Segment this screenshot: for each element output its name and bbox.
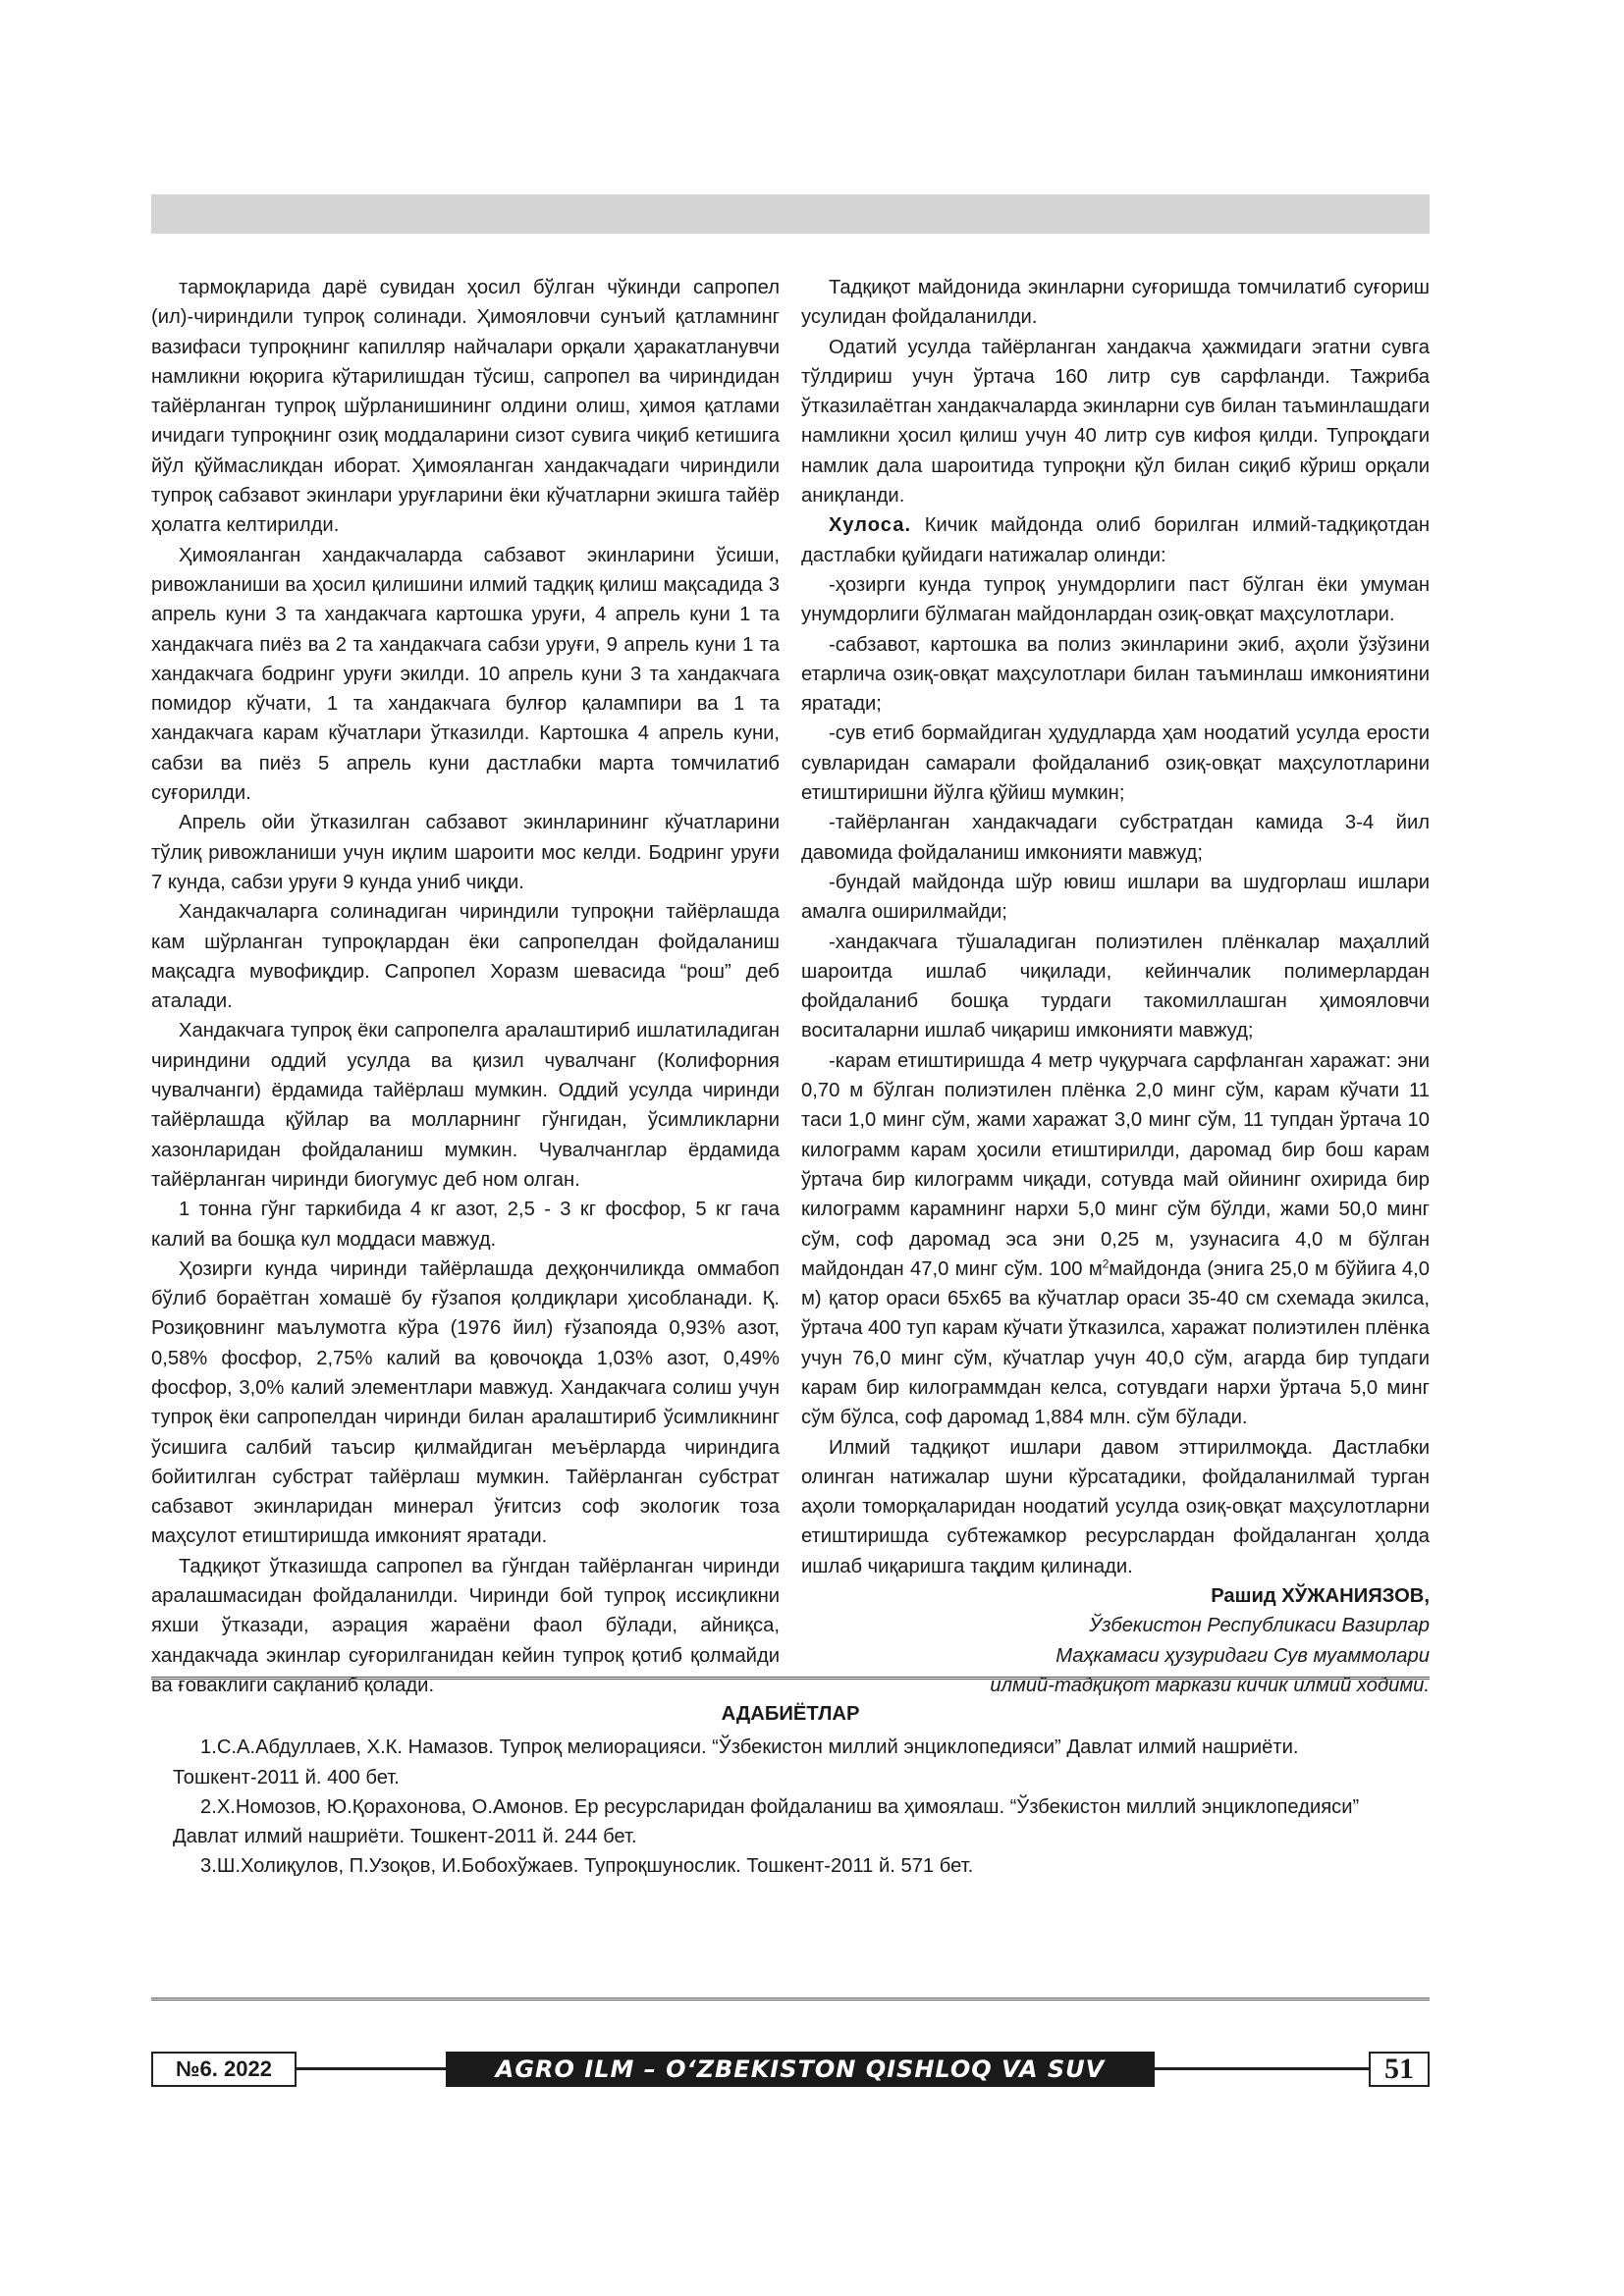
left-column (151, 273, 780, 1700)
author-affiliation-line: Ўзбекистон Республикаси Вазирлар (1089, 1615, 1430, 1637)
paragraph: 1 тонна гўнг таркибида 4 кг азот, 2,5 - 3 кг фосфор, 5 кг гача калий ва бошқа кул моддаси мавжуд. (151, 1199, 780, 1251)
paragraph: Ҳимояланган хандакчаларда сабзавот экинларини ўсиши, ривожланиши ва ҳосил қилишини илмий тадқиқ қилиш мақсадида 3 апрель куни 3 та хандакчага картошка уруғи, 4 апрель куни 1 та хандакчага пиёз ва 2 та хандакчага сабзи уруғи, 9 апрель куни 1 та хандакчага бодринг уруғи экилди. 10 апрель куни 3 та хандакчага помидор кўчати, 1 та хандакчага булғор қалампири ва 1 та хандакчага карам кўчатлари ўтказилди. Картошка 4 апрель куни, сабзи ва пиёз 5 апрель куни дастлабки марта томчилатиб суғорилди. (151, 544, 780, 805)
conclusion-item: -сабзавот, картошка ва полиз экинларини экиб, аҳоли ўзўзини етарлича озиқ-овқат маҳсулотлари билан таъминлаш имкониятини яратади; (801, 633, 1430, 716)
paragraph: Хандакчага тупроқ ёки сапропелга аралаштириб ишлатиладиган чириндини оддий усулда ва қизил чувалчанг (Колифорния чувалчанги) ёрдамида тайёрлаш мумкин. Оддий усулда чиринди тайёрлашда қўйлар ва молларнинг гўнгидан, ўсимликларни хазонларидан фойдаланиш мумкин. Чувалчанглар ёрдамида тайёрланган чиринди биогумус деб ном олган. (151, 1020, 780, 1191)
paragraph: Хандакчаларга солинадиган чириндили тупроқни тайёрлашда кам шўрланган тупроқлардан ёки сапропелдан фойдаланиш мақсадга мувофиқдир. Сапропел Хоразм шевасида “рош” деб аталади. (151, 901, 780, 1013)
author-affiliation-line: илмий-тадқиқот маркази кичик илмий ходими. (990, 1674, 1430, 1696)
reference-item: 1.С.А.Абдуллаев, Х.К. Намазов. Тупроқ мелиорацияси. “Ўзбекистон миллий энциклопедияси” Давлат илмий нашриёти. Тошкент-2011 й. 400 бет. (173, 1736, 1299, 1789)
header-bar (151, 194, 1430, 234)
paragraph: Одатий усулда тайёрланган хандакча ҳажмидаги эгатни сувга тўлдириш учун ўртача 160 литр сув сарфланди. Тажриба ўтказилаётган хандакчаларда экинларни сув билан таъминлашдаги намликни ҳосил қилиш учун 40 литр сув кифоя қилди. Тупроқдаги намлик дала шароитида тупроқни қўл билан сиқиб кўриш орқали аниқланди. (801, 336, 1430, 507)
paragraph: Тадқиқот майдонида экинларни суғоришда томчилатиб суғориш усулидан фойдаланилди. (801, 277, 1430, 329)
author-affiliation-line: Маҳкамаси ҳузуридаги Сув муаммолари (1056, 1644, 1430, 1667)
conclusion-text: Кичик майдонда олиб борилган илмий-тадқиқотдан дастлабки қуйидаги натижалар олинди: (801, 514, 1430, 566)
paragraph: Ҳозирги кунда чиринди тайёрлашда деҳқончиликда оммабоп бўлиб бораётган хомашё бу ғўзапоя қолдиқлари ҳисобланади. Қ. Розиқовнинг маълумотга кўра (1976 йил) ғўзапояда 0,93% азот, 0,58% фосфор, 2,75% калий ва қовочоқда 1,03% азот, 0,49% фосфор, 3,0% калий элементлари мавжуд. Хандакчага солиш учун тупроқ ёки сапропелдан чиринди билан аралаштириб ўсимликнинг ўсишига салбий таъсир қилмайдиган меъёрларда чириндига бойитилган субстрат тайёрлаш мумкин. Тайёрланган субстрат сабзавот экинларидан минерал ўғитсиз соф экологик тоза маҳсулот етиштиришда имконият яратади. (151, 1257, 780, 1548)
conclusion-item: -тайёрланган хандакчадаги субстратдан камида 3-4 йил давомида фойдаланиш имконияти мавжуд; (801, 812, 1430, 864)
conclusion-item: -хандакчага тўшаладиган полиэтилен плёнкалар маҳаллий шароитда ишлаб чиқилади, кейинчалик полимерлардан фойдаланиб бошқа турдаги такомиллашган ҳимояловчи воситаларни ишлаб чиқариш имконияти мавжуд; (801, 931, 1430, 1042)
footer-rule (297, 2067, 446, 2070)
reference-item: 2.Х.Номозов, Ю.Қорахонова, О.Амонов. Ер ресурсларидан фойдаланиш ва ҳимоялаш. “Ўзбекистон миллий энциклопедияси” Давлат илмий нашриёти. Тошкент-2011 й. 244 бет. (173, 1795, 1360, 1848)
author-name: Рашид ХЎЖАНИЯЗОВ, (1211, 1585, 1430, 1608)
paragraph: Тадқиқот ўтказишда сапропел ва гўнгдан тайёрланган чиринди аралашмасидан фойдаланилди. Чиринди бой тупроқ иссиқликни яхши ўтказади, аэрация жараёни фаол бўлади, айниқса, хандакчада экинлар суғорилганидан кейин тупроқ қотиб қолмайди ва ғоваклиги сақланиб қолади. (151, 1555, 780, 1696)
closing-paragraph: Илмий тадқиқот ишлари давом эттирилмоқда. Дастлабки олинган натижалар шуни кўрсатадики, фойдаланилмай турган аҳоли томорқаларидан ноодатий усулда озиқ-овқат маҳсулотларни етиштиришда субтежамкор ресурслардан фойдаланган ҳолда ишлаб чиқаришга тақдим қилинади. (801, 1436, 1430, 1577)
right-column (801, 273, 1430, 1700)
paragraph: тармоқларида дарё сувидан ҳосил бўлган чўкинди сапропел (ил)-чириндили тупроқ солинади. Ҳимояловчи сунъий қатламнинг вазифаси тупроқнинг капилляр найчалари орқали ҳаракатланувчи намликни юқорига кўтарилишдан тўсиш, сапропел ва чириндидан тайёрланган тупроқ шўрланишининг олдини олиш, ҳимоя қатлами ичидаги тупроқнинг озиқ моддаларини сизот сувига чиқиб кетишига йўл қўймасликдан иборат. Ҳимояланган хандакчадаги чириндили тупроқ сабзавот экинлари уруғларини ёки кўчатларни экишга тайёр ҳолатга келтирилди. (151, 277, 780, 537)
conclusion-item: -бундай майдонда шўр ювиш ишлари ва шудгорлаш ишлари амалга оширилмайди; (801, 871, 1430, 924)
page-number: 51 (1369, 2052, 1430, 2087)
cost-text-2: майдонда (энига 25,0 м бўйига 4,0 м) қатор ораси 65х65 ва кўчатлар ораси 35-40 см схемада экилса, ўртача 400 туп карам кўчати ўтказилса, харажат полиэтилен плёнка учун 76,0 минг сўм, кўчатлар учун 40,0 сўм, агарда бир тупдаги карам бир килограммдан келса, сотувдаги нархи ўртача 5,0 минг сўм бўлса, соф даромад 1,884 млн. сўм бўлади. (801, 1257, 1430, 1429)
cost-text-1: -карам етиштиришда 4 метр чуқурчага сарфланган харажат: эни 0,70 м бўлган полиэтилен плёнка 2,0 минг сўм, карам кўчати 11 таси 1,0 минг сўм, жами харажат 3,0 минг сўм, 11 тупдан ўртача 10 килограмм карам ҳосили етиштирилди, даромад бир бош карам ўртача бир килограмм чиқади, сотувда май ойининг охирида бир килограмм карамнинг нархи 5,0 минг сўм бўлди, жами 50,0 минг сўм, соф даромад эса эни 0,25 м, узунасига 4,0 м бўлган майдондан 47,0 минг сўм. 100 м (801, 1049, 1430, 1280)
cost-paragraph (801, 1046, 1430, 1433)
footer-rule (1155, 2067, 1369, 2070)
conclusion-item: -сув етиб бормайдиган ҳудудларда ҳам ноодатий усулда ероcти сувларидан самарали фойдаланиб озиқ-овқат маҳсулотларини етиштиришни йўлга қўйиш мумкин; (801, 722, 1430, 805)
superscript: 2 (1102, 1256, 1110, 1271)
reference-item: 3.Ш.Холиқулов, П.Узоқов, И.Бобохўжаев. Тупроқшунослик. Тошкент-2011 й. 571 бет. (200, 1855, 974, 1878)
journal-title: AGRO ILM – O‘ZBEKISTON QISHLOQ VA SUV XO‘JALIGI (446, 2052, 1155, 2087)
references-title: АДАБИЁТЛАР (721, 1703, 860, 1725)
page-footer (151, 2052, 1430, 2118)
conclusion-lead: Хулоса. (829, 514, 912, 537)
paragraph: Апрель ойи ўтказилган сабзавот экинларининг кўчатларини тўлиқ ривожланиши учун иқлим шароити мос келди. Бодринг уруғи 7 кунда, сабзи уруғи 9 кунда униб чиқди. (151, 812, 780, 893)
conclusion-paragraph (801, 510, 1430, 570)
issue-number: №6. 2022 (151, 2052, 297, 2087)
references-box (151, 1677, 1430, 2001)
conclusion-item: -ҳозирги кунда тупроқ унумдорлиги паст бўлган ёки умуман унумдорлиги бўлмаган майдонлардан озиқ-овқат маҳсулотлари. (801, 573, 1430, 626)
